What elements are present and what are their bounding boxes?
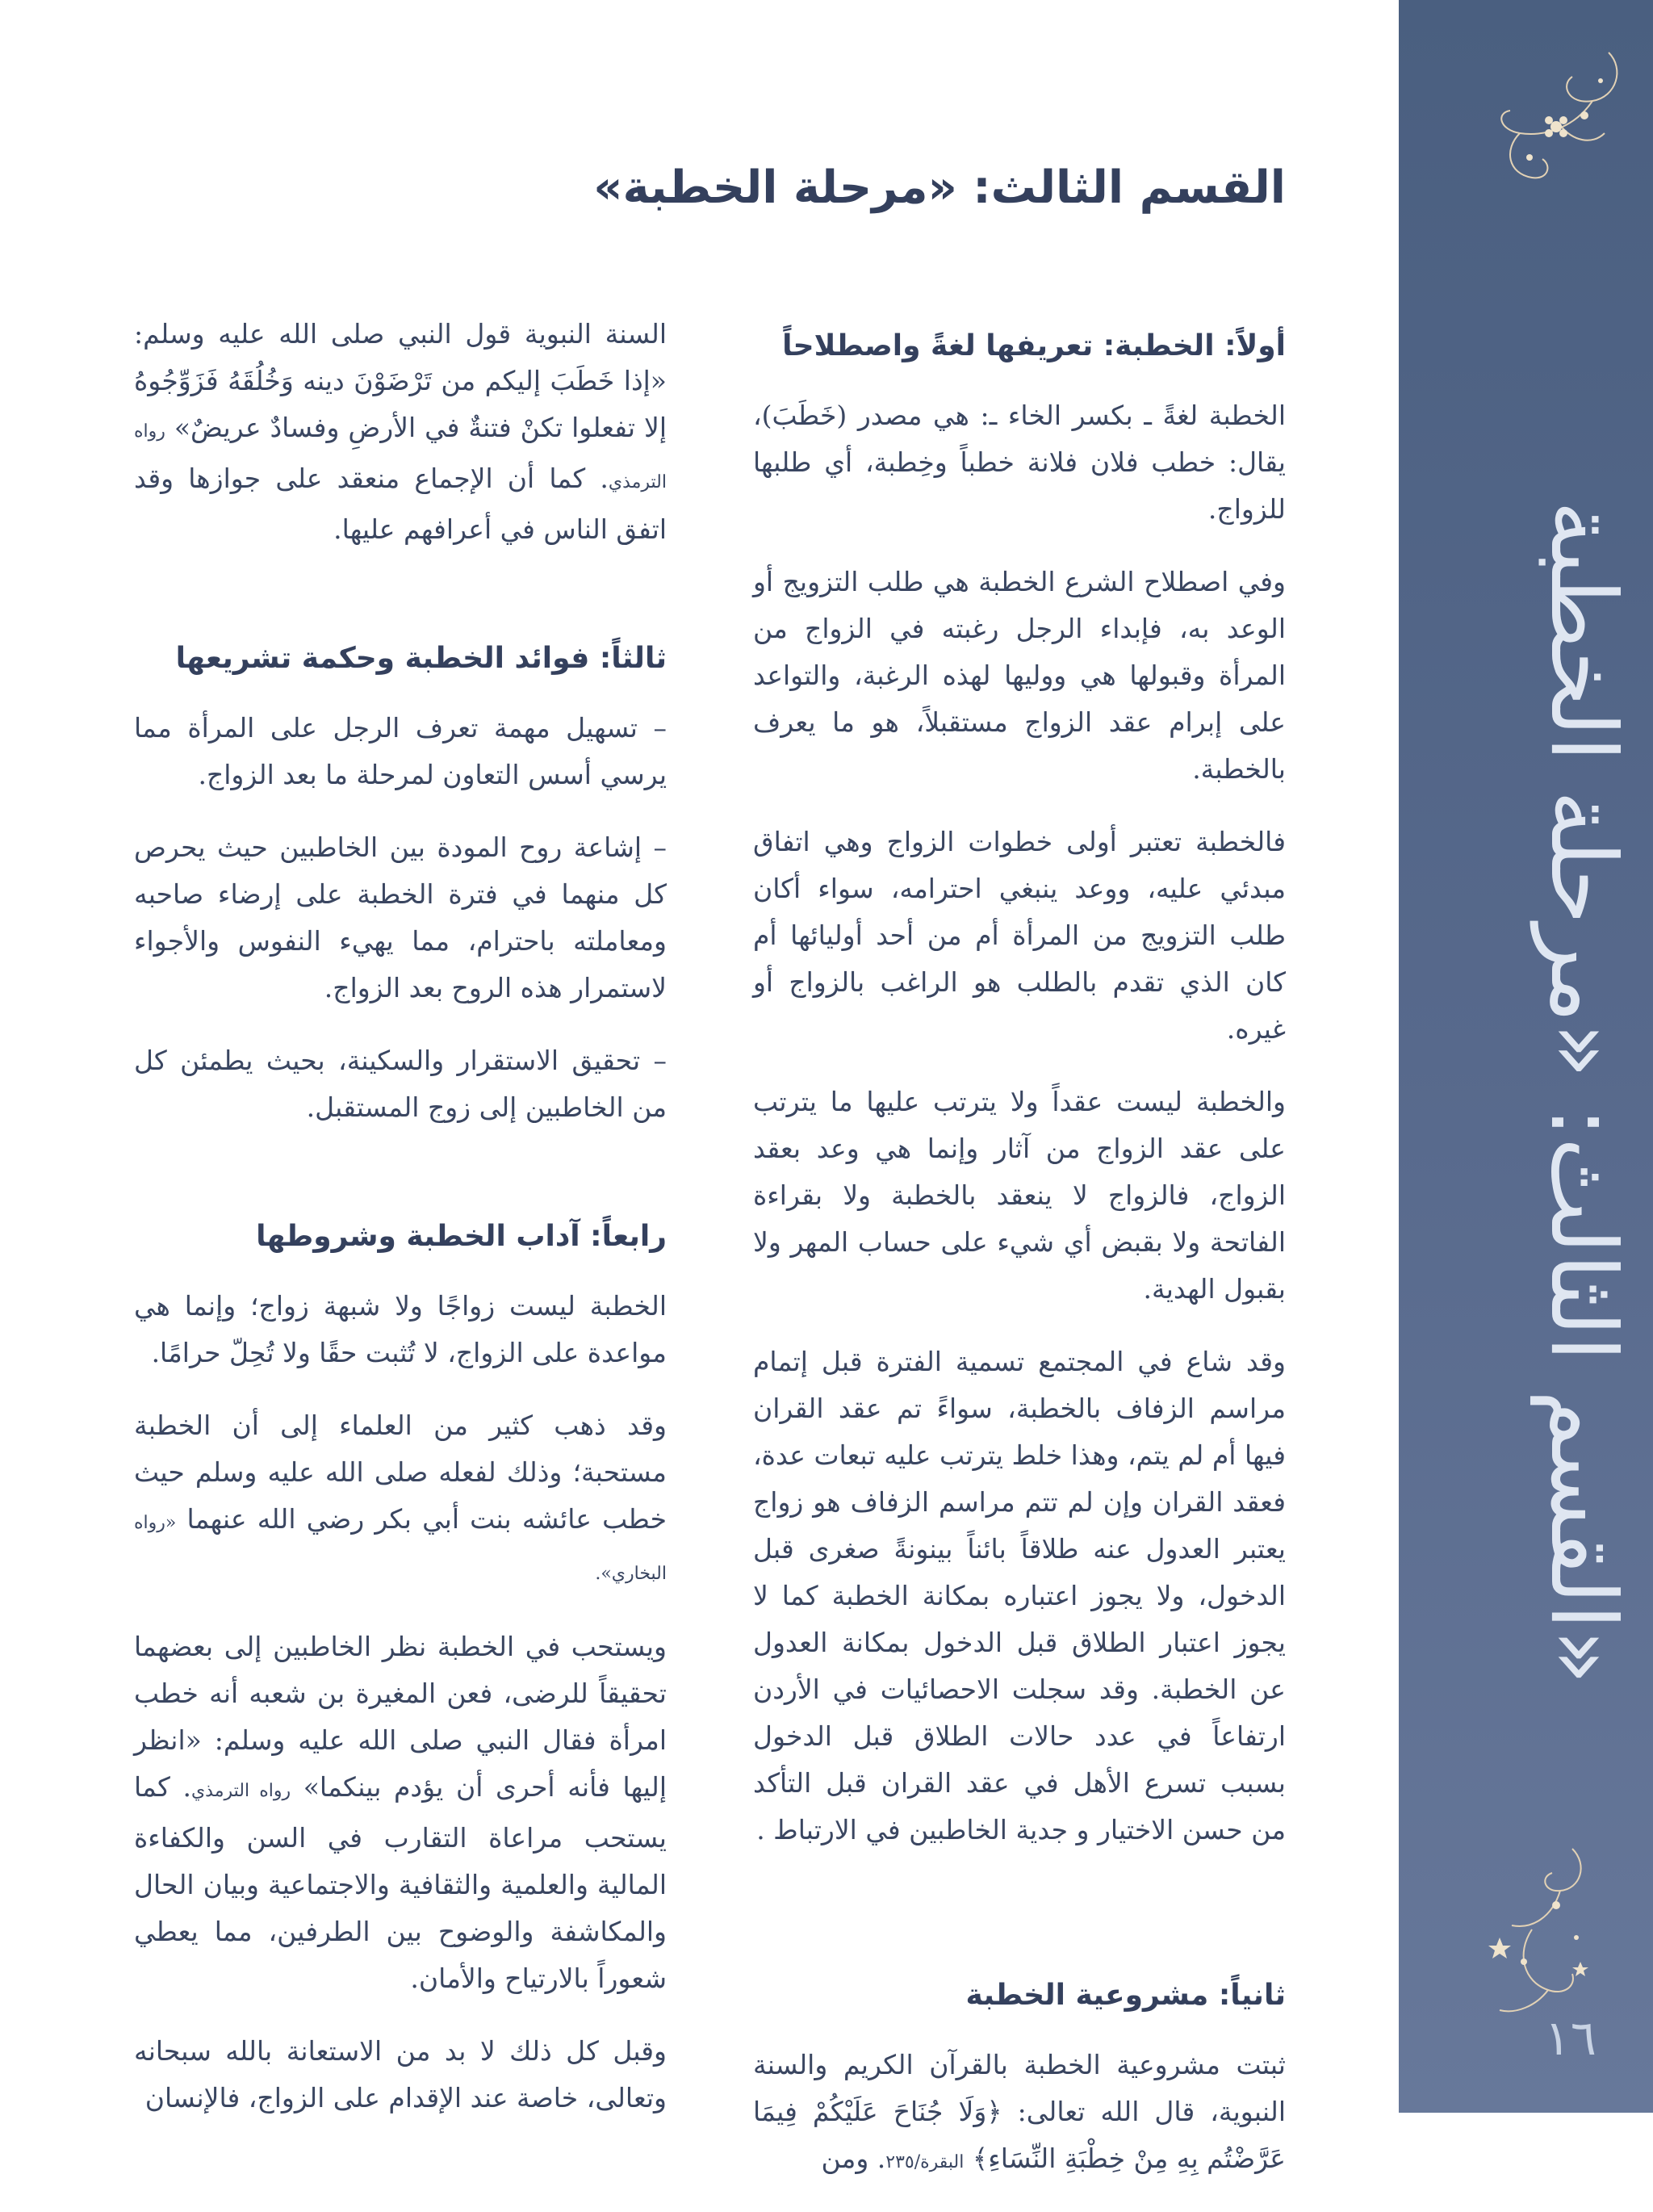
paragraph (134, 1623, 667, 2002)
hadith-text: السنة النبوية قول النبي صلى الله عليه وسلم: «إذا خَطَبَ إليكم من تَرْضَوْنَ دينه وَخُلُقَهُ فَزَوِّجُوهُ إلا تفعلوا تكنْ فتنةٌ في الأرضِ وفسادٌ عريضٌ» (134, 318, 667, 443)
left-column (134, 311, 667, 2147)
paragraph (134, 1402, 667, 1598)
right-column (753, 323, 1286, 2212)
floral-ornament-icon (1471, 36, 1633, 198)
section-heading-etiquette: رابعاً: آداب الخطبة وشروطها (256, 1220, 667, 1253)
bullet-item: – إشاعة روح المودة بين الخاطبين حيث يحرص كل منهما في فترة الخطبة على إرضاء صاحبه ومعاملته باحترام، مما يهيء النفوس والأجواء لاستمرار هذه الروح بعد الزواج. (134, 832, 667, 1003)
paragraph-text: وقد ذهب كثير من العلماء إلى أن الخطبة مستحبة؛ وذلك لفعله صلى الله عليه وسلم حيث خطب عائشه بنت أبي بكر رضي الله عنهما (134, 1410, 667, 1535)
paragraph-end: . كما يستحب مراعاة التقارب في السن والكفاءة المالية والعلمية والثقافية والاجتماعية وبيان الحال والمكاشفة والوضوح بين الطرفين، مما يعطي شعوراً بالارتياح والأمان. (134, 1771, 667, 1994)
paragraph: الخطبة لغةً ـ بكسر الخاء ـ: هي مصدر (خَطَبَ)، يقال: خطب فلان فلانة خطباً وخِطبة، أي طلبها للزواج. (753, 400, 1286, 525)
section-heading-benefits: ثالثاً: فوائد الخطبة وحكمة تشريعها (175, 642, 667, 675)
paragraph-end: . ومن (821, 2143, 886, 2174)
star-swirl-ornament-icon (1475, 1841, 1605, 2034)
bullet-item: – تحقيق الاستقرار والسكينة، بحيث يطمئن كل من الخاطبين إلى زوج المستقبل. (134, 1045, 667, 1123)
paragraph: وفي اصطلاح الشرع الخطبة هي طلب التزويج أو الوعد به، فإبداء الرجل رغبته في الزواج من المرأة وقبولها هي ووليها لهذه الرغبة، والتواعد على إبرام عقد الزواج مستقبلاً، هو ما يعرف بالخطبة. (753, 566, 1286, 785)
citation: «رواه البخاري». (134, 1513, 667, 1584)
section-heading-definition: أولاً: الخطبة: تعريفها لغةً واصطلاحاً (782, 329, 1286, 362)
page-title: القسم الثالث: «مرحلة الخطبة» (593, 161, 1286, 214)
paragraph (134, 311, 667, 553)
paragraph-end: . كما أن الإجماع منعقد على جوازها وقد اتفق الناس في أعرافهم عليها. (134, 463, 667, 545)
paragraph-text: ويستحب في الخطبة نظر الخاطبين إلى بعضهما تحقيقاً للرضى، فعن المغيرة بن شعبه أنه خطب امرأة فقال النبي صلى الله عليه وسلم: «انظر إليها فأنه أحرى أن يؤدم بينكما» (134, 1631, 667, 1803)
paragraph: وقبل كل ذلك لا بد من الاستعانة بالله سبحانه وتعالى، خاصة عند الإقدام على الزواج، فالإنسان (134, 2035, 667, 2114)
paragraph: والخطبة ليست عقداً ولا يترتب عليها ما يترتب على عقد الزواج من آثار وإنما هي وعد بعقد الزواج، فالزواج لا ينعقد بالخطبة ولا بقراءة الفاتحة ولا بقبض أي شيء على حساب المهر ولا بقبول الهدية. (753, 1086, 1286, 1305)
paragraph (753, 2042, 1286, 2186)
paragraph: فالخطبة تعتبر أولى خطوات الزواج وهي اتفاق مبدئي عليه، ووعد ينبغي احترامه، سواء أكان طلب التزويج من المرأة أم من أحد أوليائها أم كان الذي تقدم بالطلب هو الراغب بالزواج أو غيره. (753, 826, 1286, 1045)
paragraph: الخطبة ليست زواجًا ولا شبهة زواج؛ وإنما هي مواعدة على الزواج، لا تُثبت حقًا ولا تُحِلّ حرامًا. (134, 1290, 667, 1368)
sidebar-title: القسم الثالث: «مرحلة الخطبة» (1530, 501, 1635, 1685)
citation: رواه الترمذي (190, 1781, 291, 1801)
quran-verse-text: ثبتت مشروعية الخطبة بالقرآن الكريم والسنة النبوية، قال الله تعالى: ﴿وَلَا جُنَاحَ عَلَيْكُمْ فِيمَا عَرَّضْتُم بِهِ مِنْ خِطْبَةِ النِّسَاءِ﴾ (753, 2049, 1286, 2174)
paragraph: وقد شاع في المجتمع تسمية الفترة قبل إتمام مراسم الزفاف بالخطبة، سواءً تم عقد القران فيها أم لم يتم، وهذا خلط يترتب عليه تبعات عدة، فعقد القران وإن لم تتم مراسم الزفاف هو زواج يعتبر العدول عنه طلاقاً بائناً بينونةً صغرى قبل الدخول، ولا يجوز اعتباره بمكانة الخطبة كما لا يجوز اعتبار الطلاق قبل الدخول بمكانة العدول عن الخطبة. وقد سجلت الاحصائيات في الأردن ارتفاعاً في عدد حالات الطلاق قبل الدخول بسبب تسرع الأهل في عقد القران قبل التأكد من حسن الاختيار و جدية الخاطبين في الارتباط . (753, 1346, 1286, 1845)
citation: رواه الترمذي (134, 421, 667, 492)
page-number: ١٦ (1544, 2010, 1597, 2067)
bullet-item: – تسهيل مهمة تعرف الرجل على المرأة مما يرسي أسس التعاون لمرحلة ما بعد الزواج. (134, 712, 667, 790)
section-heading-legitimacy: ثانياً: مشروعية الخطبة (965, 1979, 1286, 2012)
citation: البقرة/٢٣٥ (885, 2152, 965, 2172)
sidebar (1399, 0, 1653, 2113)
